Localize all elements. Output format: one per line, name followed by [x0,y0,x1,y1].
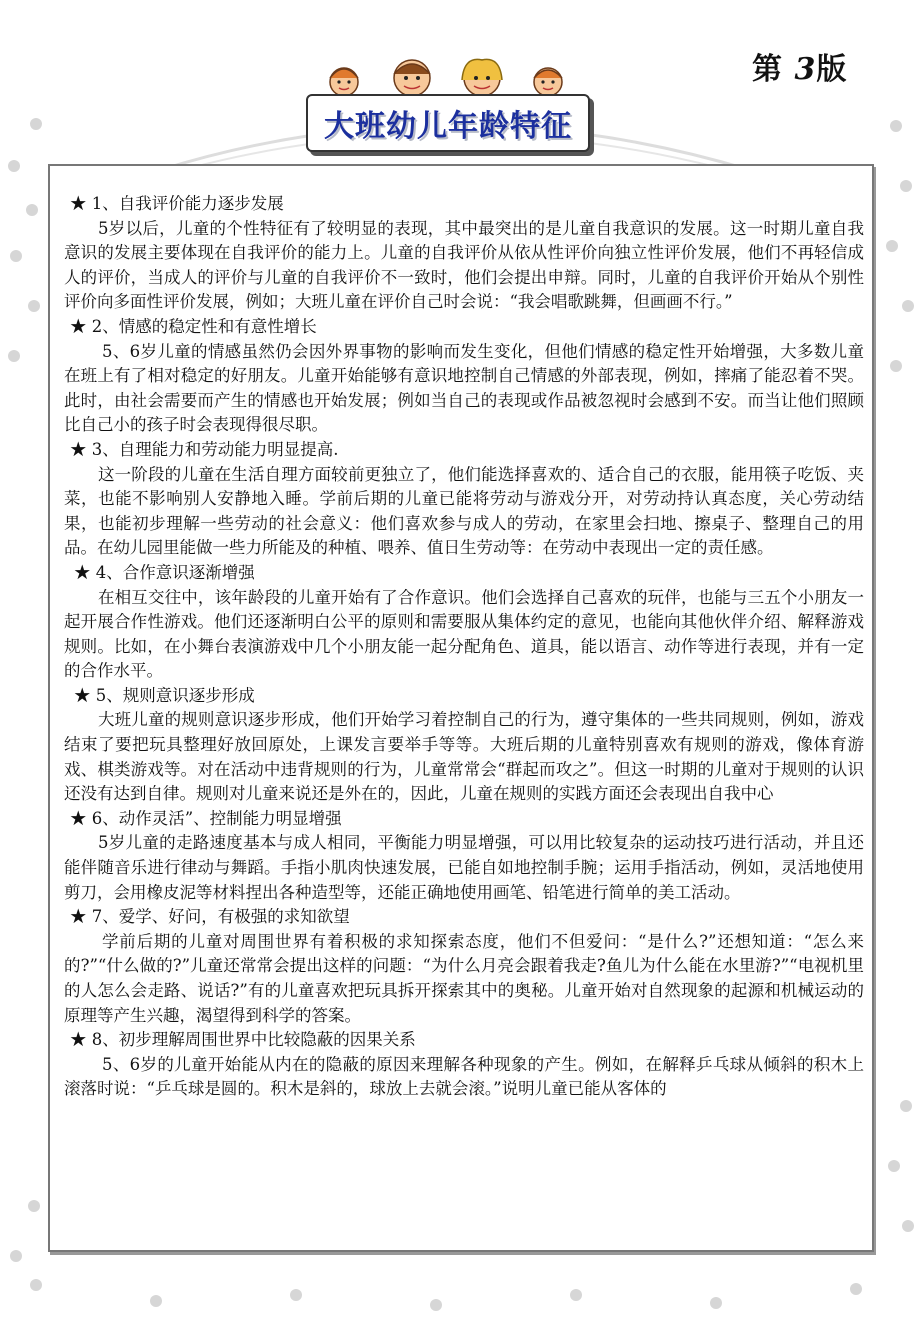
section-paragraph: 大班儿童的规则意识逐步形成，他们开始学习着控制自己的行为，遵守集体的一些共同规则，例如，游戏结束了要把玩具整理好放回原处，上课发言要举手等等。大班后期的儿童特别喜欢有规则的游戏，像体育游戏、棋类游戏等。对在活动中违背规则的行为，儿童常常会“群起而攻之”。但这一时期的儿童对于规则的认识还没有达到自律。规则对儿童来说还是外在的，因此，儿童在规则的实践方面还会表现出自我中心 [64,710,864,804]
page-title: 大班幼儿年龄特征 [324,109,572,144]
section-paragraph: 5、6岁儿童的情感虽然仍会因外界事物的影响而发生变化，但他们情感的稳定性开始增强，大多数儿童在班上有了相对稳定的好朋友。儿童开始能够有意识地控制自己情感的外部表现，例如，摔痛了能忍着不哭。此时，由社会需要而产生的情感也开始发展；例如当自己的表现或作品被忽视时会感到不安。而当让他们照顾比自己小的孩子时会表现得很尽职。 [64,341,864,435]
page-number: 第 3版 [752,52,848,87]
section-paragraph: 学前后期的儿童对周围世界有着积极的求知探索态度，他们不但爱问：“是什么?”还想知道：“怎么来的?”“什么做的?”儿童还常常会提出这样的问题：“为什么月亮会跟着我走?鱼儿为什么能在水里游?”“电视机里的人怎么会走路、说话?”有的儿童喜欢把玩具拆开探索其中的奥秘。儿童开始对自然现象的起源和机械运动的原理等产生兴趣，渴望得到科学的答案。 [64,931,864,1025]
section-heading: ★ 8、初步理解周围世界中比较隐蔽的因果关系 [70,1030,416,1050]
section-heading: ★ 5、规则意识逐步形成 [74,685,255,705]
section-heading: ★ 7、爱学、好问，有极强的求知欲望 [70,907,350,927]
section-paragraph: 5、6岁的儿童开始能从内在的隐蔽的原因来理解各种现象的产生。例如，在解释乒乓球从倾斜的积木上滚落时说：“乒乓球是圆的。积木是斜的，球放上去就会滚。”说明儿童已能从客体的 [64,1054,864,1099]
children-faces-illustration [324,58,574,98]
section-heading: ★ 1、自我评价能力逐步发展 [70,194,284,213]
section-paragraph: 这一阶段的儿童在生活自理方面较前更独立了，他们能选择喜欢的、适合自己的衣服，能用筷子吃饭、夹菜，也能不影响别人安静地入睡。学前后期的儿童已能将劳动与游戏分开，对劳动持认真态度，关心劳动结果，也能初步理解一些劳动的社会意义：他们喜欢参与成人的劳动，在家里会扫地、擦桌子、整理自己的用品。在幼儿园里能做一些力所能及的种植、喂养、值日生劳动等：在劳动中表现出一定的责任感。 [64,464,864,558]
section-paragraph: 5岁儿童的走路速度基本与成人相同，平衡能力明显增强，可以用比较复杂的运动技巧进行活动，并且还能伴随音乐进行律动与舞蹈。手指小肌肉快速发展，已能自如地控制手腕；运用手指活动，例如，灵活地使用剪刀，会用橡皮泥等材料捏出各种造型等，还能正确地使用画笔、铅笔进行简单的美工活动。 [64,833,864,902]
section-heading: ★ 3、自理能力和劳动能力明显提高. [70,439,339,459]
section-paragraph: 5岁以后，儿童的个性特征有了较明显的表现，其中最突出的是儿童自我意识的发展。这一时期儿童自我意识的发展主要体现在自我评价的能力上。儿童的自我评价从依从性评价向独立性评价发展，他们不再轻信成人的评价，当成人的评价与儿童的自我评价不一致时，他们会提出申辩。同时，儿童的自我评价开始从个别性评价向多面性评价发展，例如；大班儿童在评价自己时会说：“我会唱歌跳舞，但画画不行。” [64,218,864,312]
title-banner [306,94,590,152]
section-paragraph: 在相互交往中，该年龄段的儿童开始有了合作意识。他们会选择自己喜欢的玩伴，也能与三五个小朋友一起开展合作性游戏。他们还逐渐明白公平的原则和需要服从集体约定的意见，也能向其他伙伴介绍、解释游戏规则。比如，在小舞台表演游戏中几个小朋友能一起分配角色、道具，能以语言、动作等进行表现，并有一定的合作水平。 [64,587,864,681]
section-heading: ★ 4、合作意识逐渐增强 [74,562,255,582]
article-body [64,192,864,1102]
section-heading: ★ 2、情感的稳定性和有意性增长 [70,316,317,336]
bottom-dot-border [0,1249,920,1329]
section-heading: ★ 6、动作灵活”、控制能力明显增强 [70,808,342,828]
